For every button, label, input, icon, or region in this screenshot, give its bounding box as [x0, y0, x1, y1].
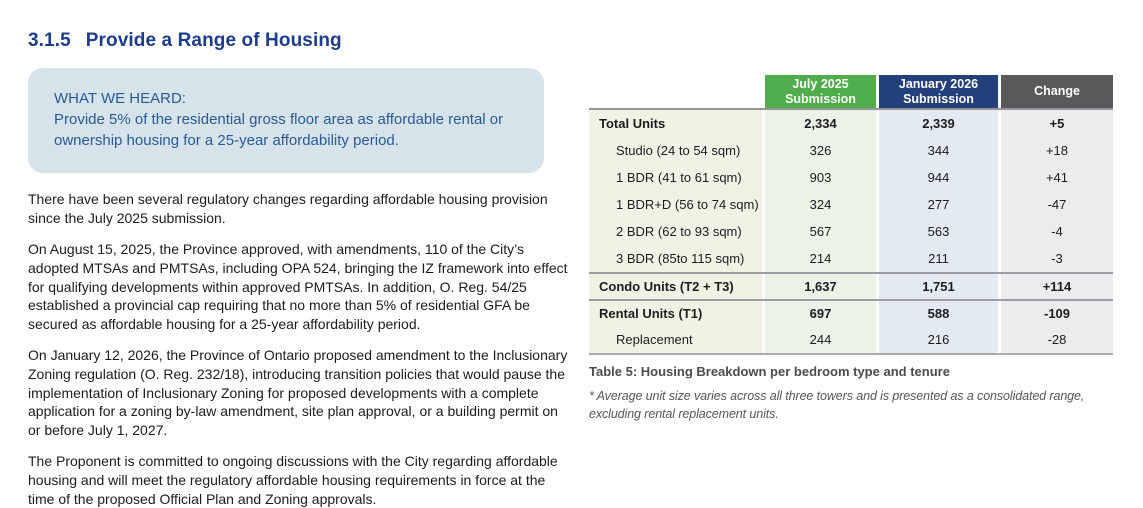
- july-value: 1,637: [765, 274, 876, 299]
- paragraph-1: There have been several regulatory changes regarding affordable housing provision since the July 2025 submission.: [28, 191, 548, 226]
- july-value: 326: [765, 137, 876, 164]
- change-value: +41: [1001, 164, 1113, 191]
- column-header-july-2025: July 2025 Submission: [765, 75, 876, 108]
- table-row-studio: [589, 137, 1113, 164]
- july-value: 2,334: [765, 110, 876, 137]
- change-value: -3: [1001, 245, 1113, 272]
- change-value: -28: [1001, 326, 1113, 353]
- callout-text: Provide 5% of the residential gross floor area as affordable rental or ownership housing for a 25-year affordability period.: [54, 111, 504, 149]
- january-value: 277: [879, 191, 998, 218]
- july-value: 214: [765, 245, 876, 272]
- table-row-1bdr: [589, 164, 1113, 191]
- section-heading: [28, 30, 570, 52]
- row-label: 1 BDR (41 to 61 sqm): [589, 164, 762, 191]
- january-value: 211: [879, 245, 998, 272]
- table-row-condo-units: [589, 272, 1113, 299]
- table-header-row: [589, 75, 1113, 108]
- july-value: 697: [765, 301, 876, 326]
- column-header-change: Change: [1001, 75, 1113, 108]
- table-row-2bdr: [589, 218, 1113, 245]
- january-value: 563: [879, 218, 998, 245]
- july-value: 903: [765, 164, 876, 191]
- january-value: 588: [879, 301, 998, 326]
- july-value: 567: [765, 218, 876, 245]
- row-label: 2 BDR (62 to 93 sqm): [589, 218, 762, 245]
- table-row-total-units: [589, 110, 1113, 137]
- table-corner-cell: [589, 75, 762, 108]
- housing-table-section: [589, 75, 1113, 423]
- table-footnote: * Average unit size varies across all three towers and is presented as a consolidated range, excluding rental replacement units.: [589, 389, 1085, 421]
- change-value: -47: [1001, 191, 1113, 218]
- text-column: [28, 30, 570, 508]
- row-label: 1 BDR+D (56 to 74 sqm): [589, 191, 762, 218]
- january-value: 2,339: [879, 110, 998, 137]
- july-value: 244: [765, 326, 876, 353]
- change-value: -109: [1001, 301, 1113, 326]
- row-label: Studio (24 to 54 sqm): [589, 137, 762, 164]
- change-value: -4: [1001, 218, 1113, 245]
- january-value: 344: [879, 137, 998, 164]
- january-value: 216: [879, 326, 998, 353]
- row-label: Condo Units (T2 + T3): [589, 274, 762, 299]
- change-value: +5: [1001, 110, 1113, 137]
- section-number: 3.1.5: [28, 30, 71, 51]
- change-value: +114: [1001, 274, 1113, 299]
- paragraph-3: On January 12, 2026, the Province of Ontario proposed amendment to the Inclusionary Zoning regulation (O. Reg. 232/18), introducing transition policies that would pause the implementation of Inclusionary Zoning for proposed developments with a complete application for a zoning by-law amendment, site plan approval, or a building permit on or before July 1, 2027.: [28, 347, 568, 438]
- january-value: 944: [879, 164, 998, 191]
- what-we-heard-callout: [28, 68, 544, 173]
- body-paragraphs: [28, 190, 570, 508]
- row-label: Total Units: [589, 110, 762, 137]
- row-label: Rental Units (T1): [589, 301, 762, 326]
- january-value: 1,751: [879, 274, 998, 299]
- table-row-1bdr-d: [589, 191, 1113, 218]
- table-row-3bdr: [589, 245, 1113, 272]
- paragraph-2: On August 15, 2025, the Province approved, with amendments, 110 of the City’s adopted MTSAs and PMTSAs, including OPA 524, bringing the IZ framework into effect for qualifying developments within approved PMTSAs. In addition, O. Reg. 54/25 established a provincial cap requiring that no more than 5% of residential GFA be secured as affordable housing for a 25-year affordability period.: [28, 241, 568, 332]
- table-row-rental-units: [589, 299, 1113, 326]
- change-value: +18: [1001, 137, 1113, 164]
- section-title: Provide a Range of Housing: [85, 30, 342, 51]
- callout-title: WHAT WE HEARD:: [54, 90, 186, 107]
- table-caption: Table 5: Housing Breakdown per bedroom type and tenure: [589, 364, 950, 379]
- row-label: 3 BDR (85to 115 sqm): [589, 245, 762, 272]
- housing-table-body: [589, 108, 1113, 355]
- row-label: Replacement: [589, 326, 762, 353]
- column-header-january-2026: January 2026 Submission: [879, 75, 998, 108]
- table-row-replacement: [589, 326, 1113, 353]
- paragraph-4: The Proponent is committed to ongoing discussions with the City regarding affordable housing and will meet the regulatory affordable housing requirements in force at the time of the proposed Official Plan and Zoning approvals.: [28, 453, 558, 507]
- july-value: 324: [765, 191, 876, 218]
